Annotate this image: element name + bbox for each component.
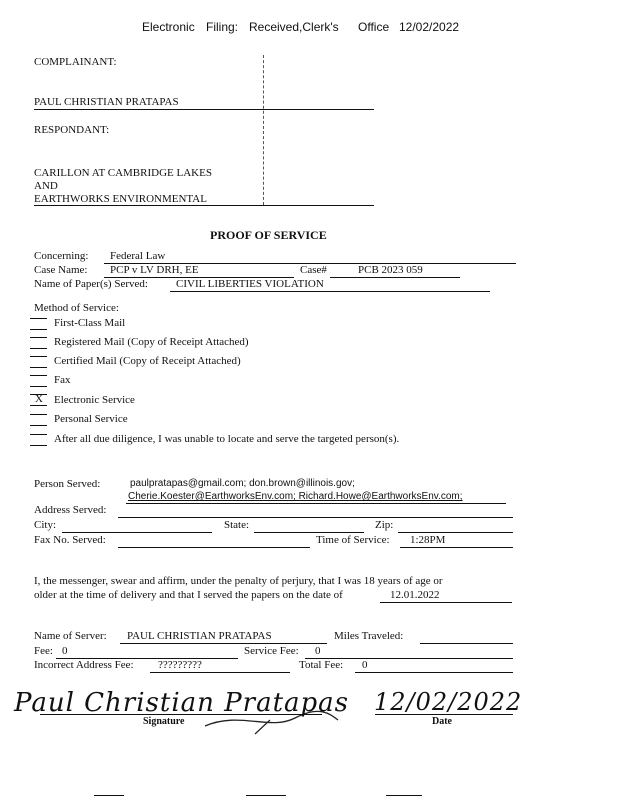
zip-line — [398, 532, 513, 533]
header-received: Received,Clerk's — [249, 20, 339, 34]
respondent-line2: AND — [34, 180, 58, 192]
papers-label: Name of Paper(s) Served: — [34, 278, 148, 290]
time-of-service-line — [400, 547, 513, 548]
fax-served-label: Fax No. Served: — [34, 534, 106, 546]
complainant-line — [34, 109, 374, 110]
bottom-line-left — [94, 795, 124, 796]
incorrect-address-fee-line — [150, 672, 290, 673]
method-checkbox-registered — [30, 337, 47, 349]
address-served-label: Address Served: — [34, 504, 107, 516]
page-title: PROOF OF SERVICE — [210, 228, 327, 242]
server-name-line — [120, 643, 327, 644]
bottom-line-middle — [246, 795, 286, 796]
person-served-line — [126, 503, 506, 504]
oath-line2: older at the time of delivery and that I served the papers on the date of — [34, 589, 343, 601]
incorrect-address-fee-label: Incorrect Address Fee: — [34, 659, 134, 671]
fax-served-line — [118, 547, 310, 548]
concerning-label: Concerning: — [34, 250, 89, 262]
city-line — [62, 532, 212, 533]
respondent-line1: CARILLON AT CAMBRIDGE LAKES — [34, 167, 212, 179]
method-checkbox-fax — [30, 375, 47, 387]
header-filing: Filing: — [206, 20, 239, 34]
total-fee-value: 0 — [362, 659, 368, 671]
case-no-value: PCB 2023 059 — [358, 264, 423, 276]
server-name-label: Name of Server: — [34, 630, 107, 642]
method-checkbox-personal — [30, 414, 47, 426]
header-electronic: Electronic — [142, 20, 195, 34]
method-checkbox-certified — [30, 356, 47, 368]
case-name-label: Case Name: — [34, 264, 88, 276]
zip-label: Zip: — [375, 519, 394, 531]
caption-divider — [263, 55, 264, 205]
electronic-x-mark: X — [35, 393, 43, 405]
time-of-service-label: Time of Service: — [316, 534, 390, 546]
concerning-value: Federal Law — [110, 250, 166, 262]
header-date: 12/02/2022 — [399, 20, 460, 34]
signature-date-handwriting: 12/02/2022 — [374, 688, 523, 716]
person-served-line1: paulpratapas@gmail.com; don.brown@illinois.gov; — [130, 478, 355, 489]
miles-label: Miles Traveled: — [334, 630, 404, 642]
case-no-label: Case# — [300, 264, 327, 276]
signature-handwriting: Paul Christian Pratapas — [14, 688, 350, 718]
oath-line1: I, the messenger, swear and affirm, under the penalty of perjury, that I was 18 years of age or — [34, 575, 443, 587]
total-fee-line — [355, 672, 513, 673]
method-checkbox-first-class — [30, 318, 47, 330]
complainant-name: PAUL CHRISTIAN PRATAPAS — [34, 96, 179, 108]
method-registered-label: Registered Mail (Copy of Receipt Attached) — [54, 336, 249, 348]
case-name-value: PCP v LV DRH, EE — [110, 264, 199, 276]
service-fee-label: Service Fee: — [244, 645, 299, 657]
total-fee-label: Total Fee: — [299, 659, 344, 671]
method-checkbox-due-diligence — [30, 434, 47, 446]
date-label: Date — [432, 716, 452, 727]
service-fee-value: 0 — [315, 645, 321, 657]
method-fax-label: Fax — [54, 374, 71, 386]
papers-line — [170, 291, 490, 292]
city-label: City: — [34, 519, 57, 531]
signature-flourish — [200, 706, 340, 736]
respondent-line — [34, 205, 374, 206]
signature-label: Signature — [143, 716, 185, 727]
method-due-diligence-label: After all due diligence, I was unable to locate and serve the targeted person(s). — [54, 433, 400, 445]
fee-value: 0 — [62, 645, 68, 657]
oath-date-line — [380, 602, 512, 603]
server-name-value: PAUL CHRISTIAN PRATAPAS — [127, 630, 272, 642]
time-of-service-value: 1:28PM — [410, 534, 446, 546]
state-line — [254, 532, 364, 533]
fee-label: Fee: — [34, 645, 53, 657]
complainant-label: COMPLAINANT: — [34, 56, 117, 68]
bottom-line-right — [386, 795, 422, 796]
respondent-label: RESPONDANT: — [34, 124, 110, 136]
papers-value: CIVIL LIBERTIES VIOLATION — [176, 278, 324, 290]
method-first-class-label: First-Class Mail — [54, 317, 126, 329]
date-line — [375, 714, 513, 715]
respondent-line3: EARTHWORKS ENVIRONMENTAL — [34, 193, 207, 205]
incorrect-address-fee-value: ????????? — [158, 659, 202, 671]
address-served-line — [118, 517, 513, 518]
header-office: Office — [358, 20, 390, 34]
case-no-line — [330, 277, 460, 278]
method-personal-label: Personal Service — [54, 413, 128, 425]
signature-line — [40, 714, 322, 715]
method-electronic-label: Electronic Service — [54, 394, 135, 406]
miles-line — [420, 643, 513, 644]
person-served-label: Person Served: — [34, 478, 101, 490]
method-certified-label: Certified Mail (Copy of Receipt Attached) — [54, 355, 241, 367]
state-label: State: — [224, 519, 250, 531]
method-label: Method of Service: — [34, 302, 119, 314]
oath-date: 12.01.2022 — [390, 589, 440, 601]
person-served-line2: Cherie.Koester@EarthworksEnv.com; Richard.Howe@EarthworksEnv.com; — [128, 491, 463, 502]
